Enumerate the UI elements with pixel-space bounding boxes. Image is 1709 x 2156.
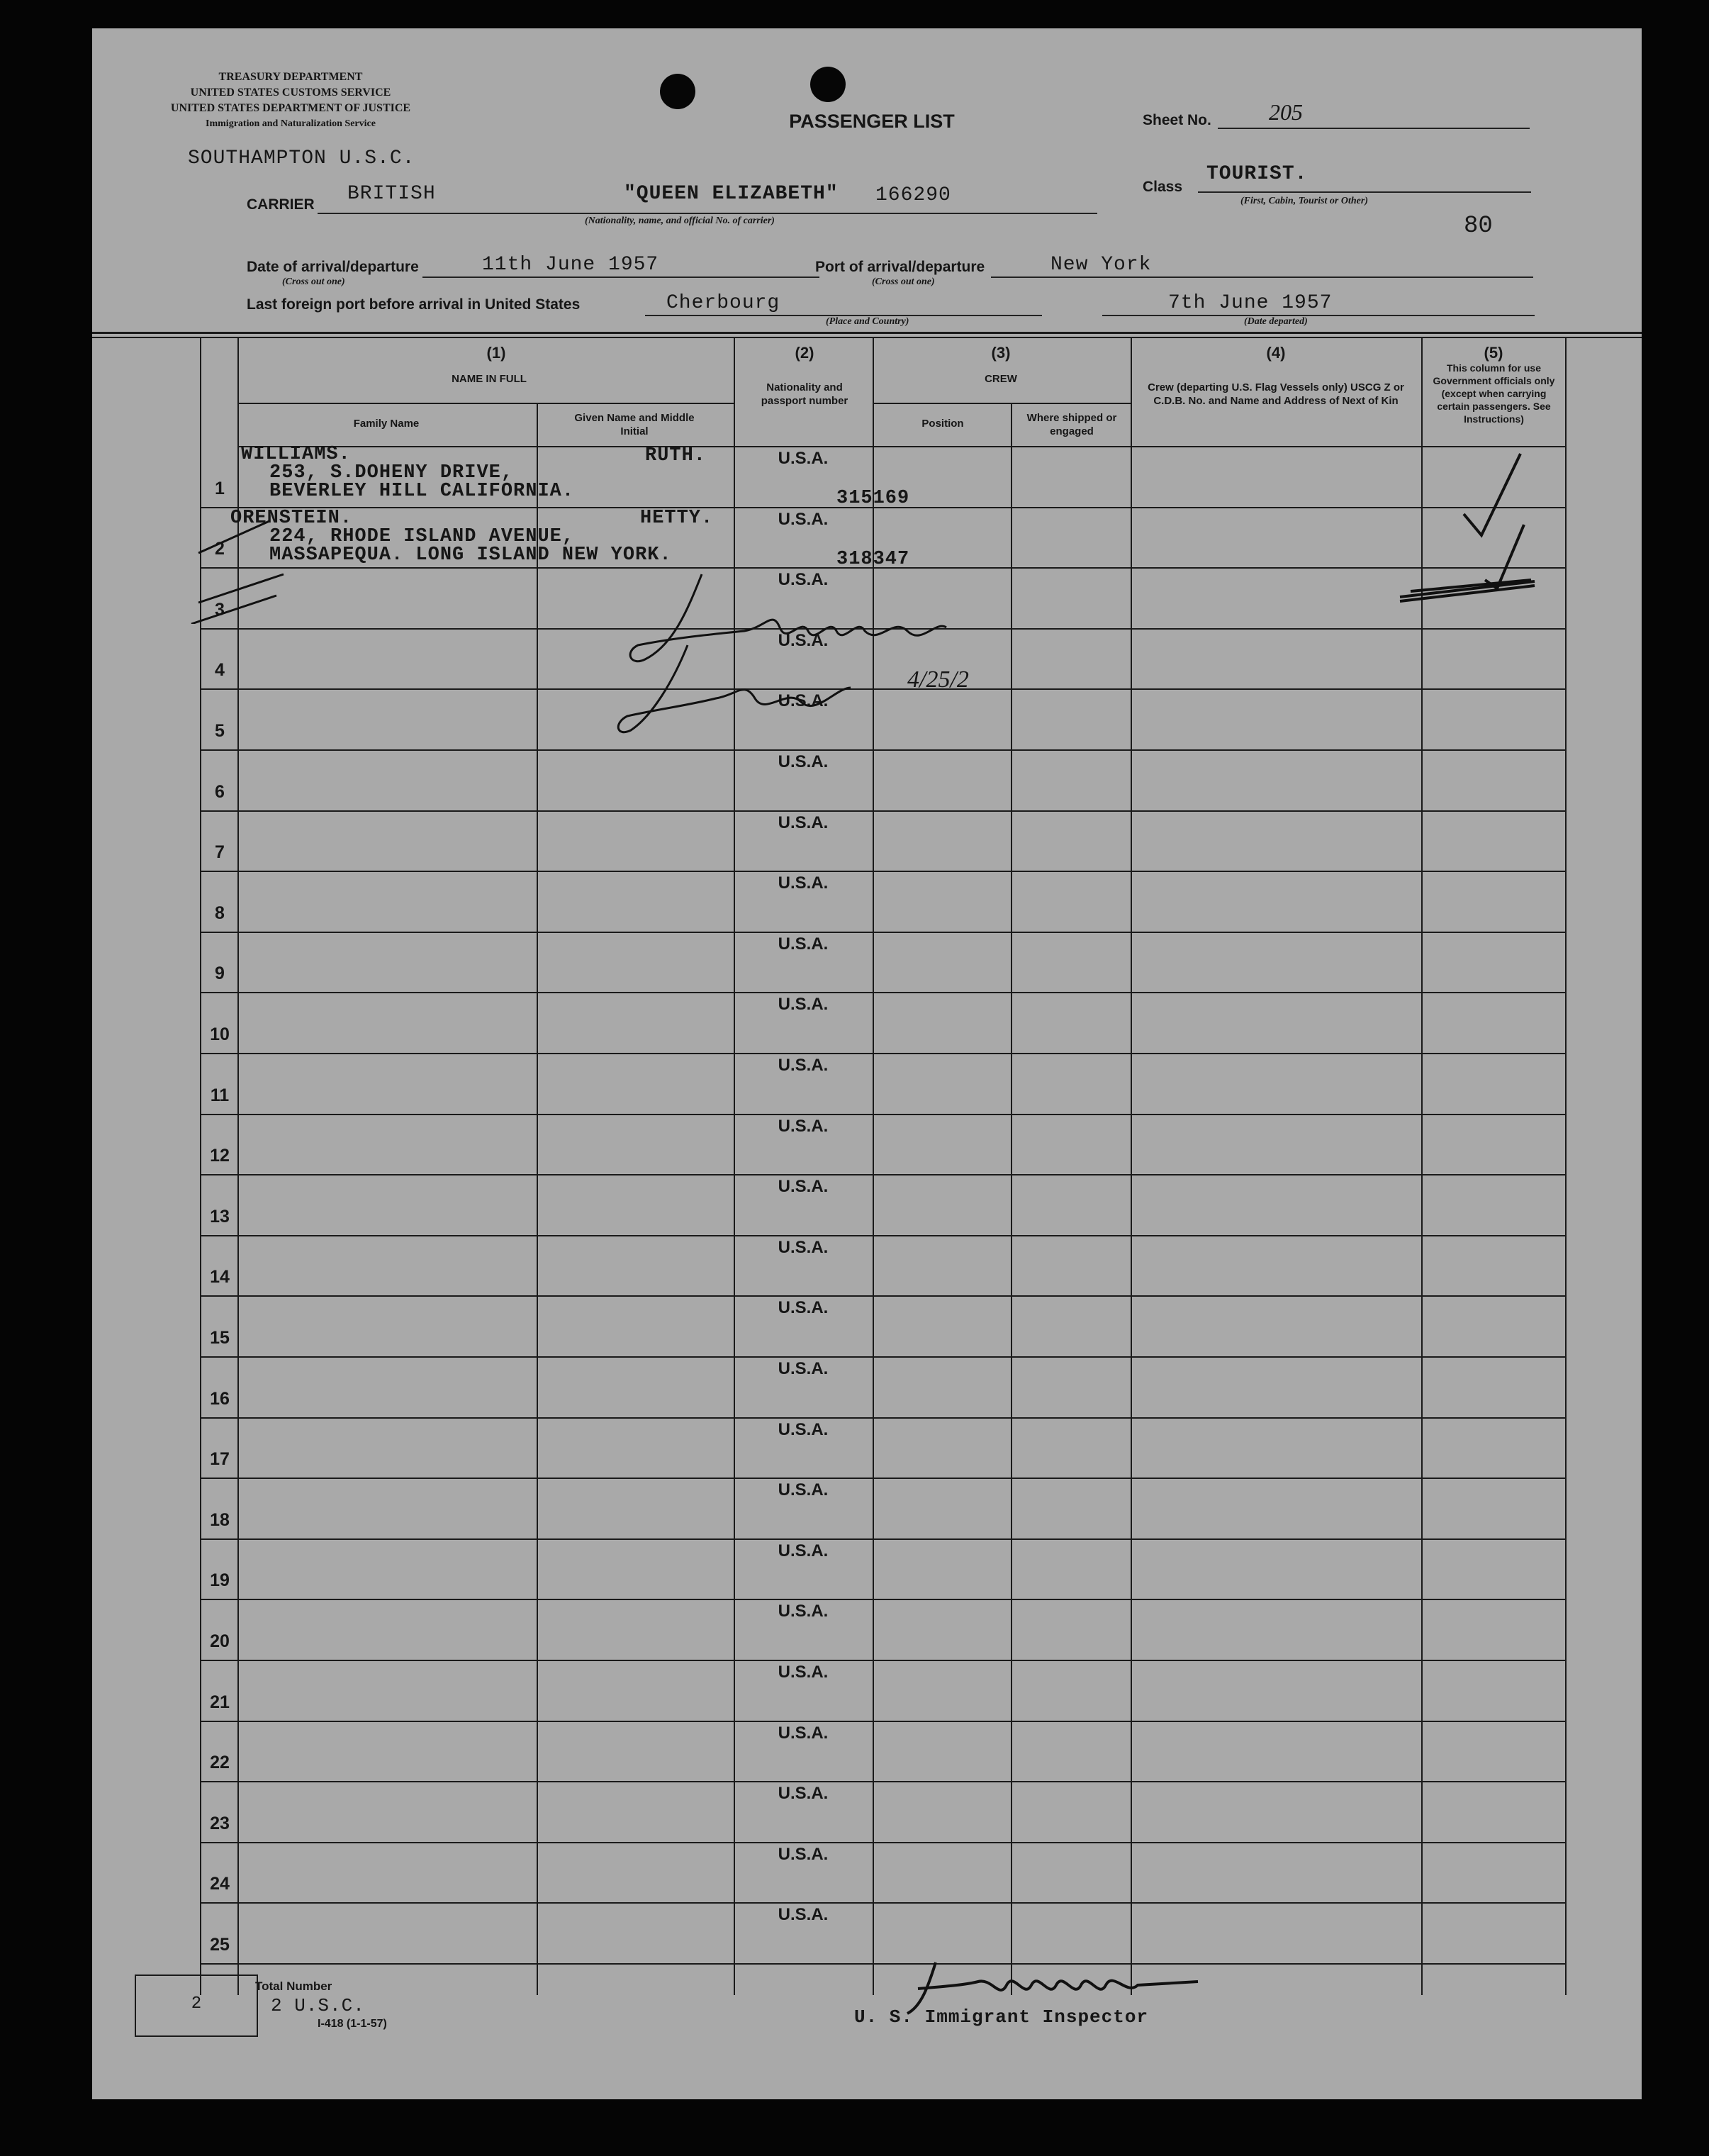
arrival-label: Date of arrival/departure — [247, 259, 419, 275]
col3-title: CREW — [985, 373, 1017, 385]
row-nationality: U.S.A. — [778, 570, 829, 589]
entry-1-passport: 315169 — [836, 488, 910, 509]
row-number: 1 — [215, 479, 225, 498]
row-number: 5 — [215, 721, 225, 741]
col1-title: NAME IN FULL — [452, 373, 527, 385]
row-nationality: U.S.A. — [778, 1905, 829, 1924]
entry-1-family: WILLIAMS. — [241, 444, 351, 465]
dept-line: Immigration and Naturalization Service — [206, 118, 376, 129]
row-number: 22 — [210, 1753, 230, 1772]
table-row-divider — [200, 1721, 1565, 1722]
page-title: PASSENGER LIST — [789, 111, 955, 132]
row-nationality: U.S.A. — [778, 1177, 829, 1196]
table-row-divider — [200, 932, 1565, 933]
row-number: 9 — [215, 964, 225, 983]
entry-1-address1: 253, S.DOHENY DRIVE, — [269, 462, 514, 484]
table-row-divider — [200, 810, 1565, 812]
foreign-port-value: Cherbourg — [666, 292, 780, 314]
total-number-value: 2 U.S.C. — [271, 1995, 365, 2016]
row-nationality: U.S.A. — [778, 995, 829, 1014]
entry-1-address2: BEVERLEY HILL CALIFORNIA. — [269, 481, 575, 502]
total-box-value: 2 — [191, 1994, 202, 2013]
table-row-divider — [200, 1295, 1565, 1297]
row-nationality: U.S.A. — [778, 752, 829, 771]
entry-2-given: HETTY. — [640, 508, 714, 529]
dept-line: UNITED STATES DEPARTMENT OF JUSTICE — [170, 102, 411, 114]
row-number: 15 — [210, 1328, 230, 1348]
carrier-label: CARRIER — [247, 196, 315, 213]
strike-marks — [1396, 574, 1538, 603]
row-nationality: U.S.A. — [778, 691, 829, 710]
row-nationality: U.S.A. — [778, 510, 829, 529]
row-nationality: U.S.A. — [778, 1541, 829, 1560]
row-nationality: U.S.A. — [778, 1117, 829, 1136]
department-header — [135, 69, 447, 132]
table-row-divider — [200, 1174, 1565, 1175]
row-nationality: U.S.A. — [778, 934, 829, 954]
passenger-list-form — [92, 28, 1642, 2099]
row-number: 23 — [210, 1814, 230, 1833]
row-nationality: U.S.A. — [778, 1724, 829, 1743]
row-number: 19 — [210, 1570, 230, 1590]
row-number: 13 — [210, 1207, 230, 1227]
total-box — [135, 1975, 258, 2037]
row-number: 3 — [215, 600, 225, 620]
row-nationality: U.S.A. — [778, 1480, 829, 1499]
position-heading: Position — [921, 418, 964, 430]
given-name-heading: Given Name and Middle Initial — [574, 412, 695, 437]
row-number: 17 — [210, 1449, 230, 1469]
row-number: 6 — [215, 782, 225, 802]
date-departed-caption: (Date departed) — [1244, 316, 1308, 327]
total-number-label: Total Number — [255, 1979, 332, 1993]
row-number: 20 — [210, 1631, 230, 1651]
row-number: 14 — [210, 1267, 230, 1287]
table-row-divider — [200, 1963, 1565, 1965]
handwritten-note: 4/25/2 — [907, 666, 969, 693]
entry-2-passport: 318347 — [836, 549, 910, 570]
class-caption: (First, Cabin, Tourist or Other) — [1240, 196, 1368, 206]
row-number: 7 — [215, 842, 225, 862]
origin-stamp: SOUTHAMPTON U.S.C. — [188, 147, 415, 169]
row-number: 25 — [210, 1935, 230, 1955]
col2-number: (2) — [795, 344, 814, 362]
carrier-number: 166290 — [875, 184, 951, 206]
row-nationality: U.S.A. — [778, 1420, 829, 1439]
sheet-number-value: 205 — [1269, 99, 1303, 125]
table-row-divider — [200, 1660, 1565, 1661]
row-nationality: U.S.A. — [778, 1784, 829, 1803]
carrier-caption: (Nationality, name, and official No. of carrier) — [585, 216, 775, 226]
table-row-divider — [200, 1478, 1565, 1479]
row-nationality: U.S.A. — [778, 1238, 829, 1257]
carrier-name: "QUEEN ELIZABETH" — [624, 183, 839, 205]
row-nationality: U.S.A. — [778, 449, 829, 468]
col4-number: (4) — [1266, 344, 1286, 362]
row-nationality: U.S.A. — [778, 873, 829, 893]
port-label: Port of arrival/departure — [815, 259, 985, 275]
col4-title: Crew (departing U.S. Flag Vessels only) USCG Z or C.D.B. No. and Name and Address of Next of Kin — [1148, 381, 1404, 407]
col2-title: Nationality and passport number — [761, 381, 848, 407]
row-number: 12 — [210, 1146, 230, 1166]
where-shipped-heading: Where shipped or engaged — [1026, 412, 1117, 437]
table-row-divider — [200, 1114, 1565, 1115]
entry-2-address1: 224, RHODE ISLAND AVENUE, — [269, 526, 575, 547]
row-nationality: U.S.A. — [778, 1845, 829, 1864]
table-row-divider — [200, 992, 1565, 993]
port-caption: (Cross out one) — [872, 277, 935, 287]
table-row-divider — [200, 1599, 1565, 1600]
margin-number: 80 — [1464, 213, 1493, 240]
table-row-divider — [200, 1781, 1565, 1782]
place-caption: (Place and Country) — [826, 316, 909, 327]
col1-number: (1) — [486, 344, 506, 362]
entry-2-family: ORENSTEIN. — [230, 508, 353, 529]
sheet-number-label: Sheet No. — [1143, 112, 1211, 128]
row-nationality: U.S.A. — [778, 631, 829, 650]
row-nationality: U.S.A. — [778, 1056, 829, 1075]
arrival-value: 11th June 1957 — [482, 254, 659, 276]
punch-hole-right — [810, 67, 846, 102]
table-row-divider — [200, 1417, 1565, 1419]
handwritten-signature-mark — [603, 567, 1070, 780]
class-label: Class — [1143, 179, 1183, 195]
table-row-divider — [200, 1235, 1565, 1236]
row-nationality: U.S.A. — [778, 1602, 829, 1621]
row-number: 18 — [210, 1510, 230, 1530]
row-nationality: U.S.A. — [778, 813, 829, 832]
port-value: New York — [1050, 254, 1152, 276]
row-number: 21 — [210, 1692, 230, 1712]
bracket-marks — [184, 454, 468, 624]
row-nationality: U.S.A. — [778, 1359, 829, 1378]
row-number: 4 — [215, 660, 225, 680]
table-row-divider — [200, 1053, 1565, 1054]
row-nationality: U.S.A. — [778, 1663, 829, 1682]
row-number: 24 — [210, 1874, 230, 1894]
inspector-label: U. S. Immigrant Inspector — [854, 2006, 1149, 2028]
table-row-divider — [200, 1842, 1565, 1843]
family-name-heading: Family Name — [353, 418, 420, 430]
table-row-divider — [200, 871, 1565, 872]
col3-number: (3) — [991, 344, 1011, 362]
row-number: 10 — [210, 1024, 230, 1044]
table-row-divider — [200, 1538, 1565, 1540]
row-number: 8 — [215, 903, 225, 923]
row-nationality: U.S.A. — [778, 1298, 829, 1317]
punch-hole-left — [660, 74, 695, 109]
col5-number: (5) — [1484, 344, 1503, 362]
col5-title: This column for use Government officials only (except when carrying certain passengers. See Instructions) — [1433, 362, 1555, 425]
row-number: 2 — [215, 539, 225, 559]
dept-line: UNITED STATES CUSTOMS SERVICE — [190, 86, 391, 99]
row-number: 11 — [210, 1085, 230, 1105]
form-code: I-418 (1-1-57) — [318, 2018, 387, 2030]
table-row-divider — [200, 1902, 1565, 1904]
arrival-caption: (Cross out one) — [282, 277, 345, 287]
foreign-port-label: Last foreign port before arrival in United States — [247, 296, 581, 313]
entry-2-address2: MASSAPEQUA. LONG ISLAND NEW YORK. — [269, 544, 672, 566]
date-departed-value: 7th June 1957 — [1168, 292, 1333, 314]
row-number: 16 — [210, 1389, 230, 1409]
entry-1-given: RUTH. — [645, 445, 707, 467]
carrier-nationality: BRITISH — [347, 183, 436, 205]
class-value: TOURIST. — [1206, 163, 1308, 185]
table-row-divider — [200, 1356, 1565, 1358]
dept-line: TREASURY DEPARTMENT — [218, 71, 363, 83]
